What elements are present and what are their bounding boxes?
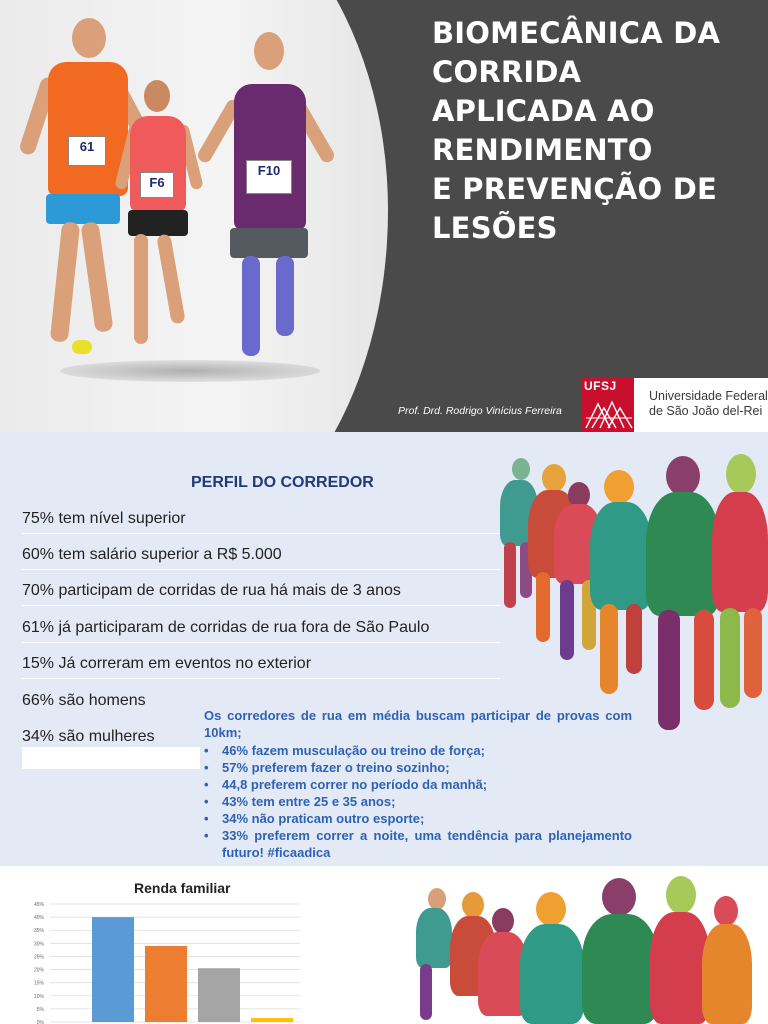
chart-svg bbox=[22, 900, 312, 1024]
author-name: Prof. Drd. Rodrigo Vinícius Ferreira bbox=[398, 405, 562, 417]
slide-title bbox=[432, 14, 762, 248]
chart-title: Renda familiar bbox=[134, 880, 231, 896]
ufsj-logo-text: UFSJ bbox=[584, 379, 617, 393]
title-line: APLICADA AO bbox=[432, 94, 655, 128]
stat-item: 75% tem nível superior bbox=[22, 510, 186, 527]
university-line: de São João del-Rei bbox=[649, 404, 763, 418]
divider bbox=[22, 569, 500, 570]
divider bbox=[22, 533, 500, 534]
university-name bbox=[634, 378, 768, 432]
title-line: LESÕES bbox=[432, 211, 558, 245]
y-tick-label: 45% bbox=[33, 902, 44, 908]
bar bbox=[145, 946, 187, 1022]
stat-item: 66% são homens bbox=[22, 692, 146, 709]
runners-note-intro: Os corredores de rua em média buscam participar de provas com 10km; bbox=[204, 708, 632, 740]
divider bbox=[22, 605, 500, 606]
list-item: • 43% tem entre 25 e 35 anos; bbox=[204, 793, 632, 810]
runner-photo-3 bbox=[206, 32, 336, 362]
bib-number: 61 bbox=[68, 136, 106, 166]
y-tick-label: 15% bbox=[33, 980, 44, 987]
title-slide bbox=[0, 0, 768, 432]
ufsj-logo bbox=[582, 378, 634, 432]
stat-item: 34% são mulheres bbox=[22, 728, 155, 745]
stat-item: 15% Já correram em eventos no exterior bbox=[22, 655, 312, 672]
white-bar bbox=[22, 747, 200, 769]
polygon-runners-illustration-bottom bbox=[404, 874, 768, 1024]
family-income-slide bbox=[0, 866, 768, 1024]
y-tick-label: 25% bbox=[33, 954, 44, 961]
list-item: • 44,8 preferem correr no período da manhã; bbox=[204, 776, 632, 793]
y-tick-label: 0% bbox=[36, 1020, 44, 1024]
stat-item: 61% já participaram de corridas de rua fora de São Paulo bbox=[22, 619, 430, 636]
title-line: E PREVENÇÃO DE bbox=[432, 172, 717, 206]
title-line: RENDIMENTO bbox=[432, 133, 653, 167]
y-tick-label: 10% bbox=[33, 993, 44, 1000]
title-line: BIOMECÂNICA DA bbox=[432, 16, 721, 50]
list-item: • 33% preferem correr a noite, uma tendência para planejamento futuro! #ficaadica bbox=[204, 827, 632, 861]
income-bar-chart bbox=[22, 900, 312, 1024]
runner-profile-slide bbox=[0, 432, 768, 866]
runners-note-list bbox=[204, 742, 632, 861]
profile-heading: PERFIL DO CORREDOR bbox=[191, 474, 374, 491]
ufsj-logo-mountains-icon bbox=[582, 378, 634, 432]
bar bbox=[251, 1018, 293, 1022]
y-tick-label: 30% bbox=[33, 941, 44, 948]
stat-item: 70% participam de corridas de rua há mais de 3 anos bbox=[22, 582, 401, 599]
bib-number: F10 bbox=[246, 160, 292, 194]
list-item: • 34% não praticam outro esporte; bbox=[204, 810, 632, 827]
stat-item: 60% tem salário superior a R$ 5.000 bbox=[22, 546, 282, 563]
bib-number: F6 bbox=[140, 172, 174, 198]
y-tick-label: 40% bbox=[33, 915, 44, 922]
list-item: • 46% fazem musculação ou treino de força; bbox=[204, 742, 632, 759]
runner-photo-2 bbox=[118, 80, 208, 370]
title-line: CORRIDA bbox=[432, 55, 582, 89]
y-tick-label: 35% bbox=[33, 928, 44, 935]
y-tick-label: 5% bbox=[36, 1006, 44, 1013]
university-line: Universidade Federal bbox=[649, 389, 768, 403]
list-item: • 57% preferem fazer o treino sozinho; bbox=[204, 759, 632, 776]
divider bbox=[22, 642, 500, 643]
divider bbox=[22, 678, 500, 679]
y-tick-label: 20% bbox=[33, 967, 44, 974]
bar bbox=[198, 968, 240, 1022]
bar bbox=[92, 917, 134, 1022]
